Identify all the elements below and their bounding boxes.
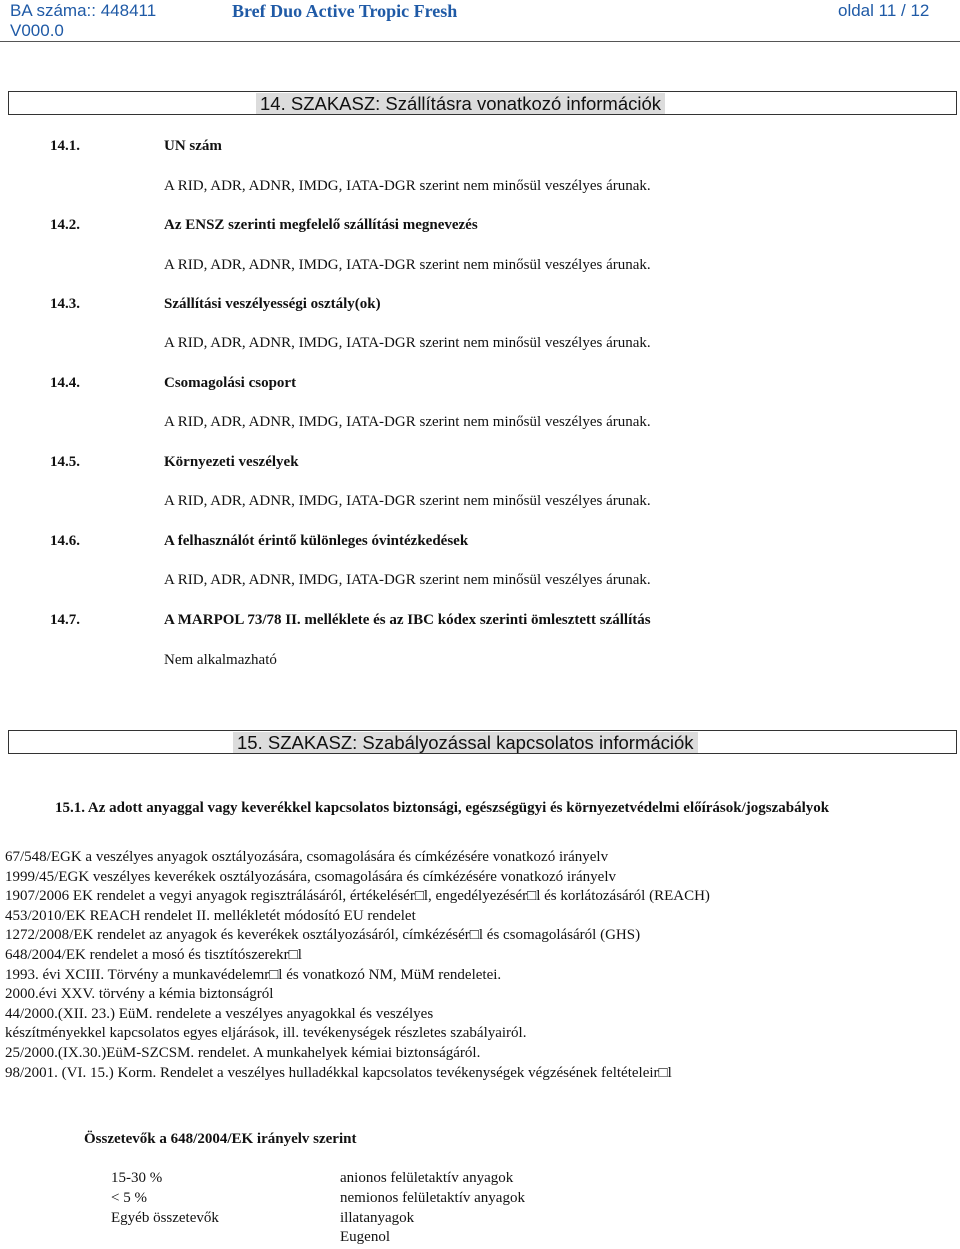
item-value: A RID, ADR, ADNR, IMDG, IATA-DGR szerint nem minősül veszélyes árunak. (164, 178, 651, 194)
item-value: A RID, ADR, ADNR, IMDG, IATA-DGR szerint nem minősül veszélyes árunak. (164, 257, 651, 273)
item-value: Nem alkalmazható (164, 652, 277, 668)
ingredient-amount: Egyéb összetevők (111, 1210, 219, 1226)
ingredient-name: Eugenol (340, 1229, 390, 1245)
item-value: A RID, ADR, ADNR, IMDG, IATA-DGR szerint nem minősül veszélyes árunak. (164, 335, 651, 351)
product-name: Bref Duo Active Tropic Fresh (232, 1, 458, 21)
list-item: 648/2004/EK rendelet a mosó és tisztítószerekr□l (5, 946, 302, 963)
page-number: oldal 11 / 12 (838, 1, 930, 20)
section-15-bar (8, 730, 957, 754)
item-value: A RID, ADR, ADNR, IMDG, IATA-DGR szerint nem minősül veszélyes árunak. (164, 493, 651, 509)
item-number: 14.6. (50, 533, 80, 549)
list-item: 1272/2008/EK rendelet az anyagok és keverékek osztályozásáról, címkézésér□l és csomagolásáról (GHS) (5, 927, 641, 944)
section-14-title: 14. SZAKASZ: Szállításra vonatkozó információk (256, 93, 665, 114)
item-heading: A MARPOL 73/78 II. melléklete és az IBC kódex szerinti ömlesztett szállítás (164, 612, 651, 628)
section-15-title: 15. SZAKASZ: Szabályozással kapcsolatos információk (233, 732, 698, 753)
item-number: 14.1. (50, 138, 80, 154)
item-number: 14.4. (50, 375, 80, 391)
ingredient-name: illatanyagok (340, 1210, 415, 1226)
list-item: 1907/2006 EK rendelet a vegyi anyagok regisztrálásáról, értékelésér□l, engedélyezésér□l és korlátozásáról (REACH) (5, 888, 710, 905)
item-value: A RID, ADR, ADNR, IMDG, IATA-DGR szerint nem minősül veszélyes árunak. (164, 414, 651, 430)
header-divider (0, 41, 960, 42)
item-value: A RID, ADR, ADNR, IMDG, IATA-DGR szerint nem minősül veszélyes árunak. (164, 572, 651, 588)
list-item: 25/2000.(IX.30.)EüM-SZCSM. rendelet. A munkahelyek kémiai biztonságáról. (5, 1044, 481, 1061)
item-heading: A felhasználót érintő különleges óvintézkedések (164, 533, 469, 549)
document-number: BA száma:: 448411 (10, 1, 157, 20)
item-heading: Környezeti veszélyek (164, 454, 299, 470)
item-heading: Csomagolási csoport (164, 375, 297, 391)
item-number: 14.3. (50, 296, 80, 312)
section-15-1-heading: 15.1. Az adott anyaggal vagy keverékkel kapcsolatos biztonsági, egészségügyi és környezetvédelmi előírások/jogszabályok (55, 800, 830, 816)
regulation-list (5, 848, 710, 1083)
list-item: 1993. évi XCIII. Törvény a munkavédelemr□l és vonatkozó NM, MüM rendeletei. (5, 966, 502, 983)
item-number: 14.2. (50, 217, 80, 233)
list-item: 2000.évi XXV. törvény a kémia biztonságról (5, 986, 274, 1003)
list-item: 453/2010/EK REACH rendelet II. mellékletét módosító EU rendelet (5, 907, 416, 924)
ingredient-name: nemionos felületaktív anyagok (340, 1190, 525, 1206)
item-heading: UN szám (164, 138, 222, 154)
list-item: 98/2001. (VI. 15.) Korm. Rendelet a veszélyes hulladékkal kapcsolatos tevékenységek végzésének feltételeir□l (5, 1064, 672, 1081)
item-number: 14.5. (50, 454, 80, 470)
section-14-bar (8, 91, 957, 115)
list-item: 67/548/EGK a veszélyes anyagok osztályozására, csomagolására és címkézésére vonatkozó irányelv (5, 849, 609, 865)
list-item: 44/2000.(XII. 23.) EüM. rendelete a veszélyes anyagokkal és veszélyes (5, 1005, 434, 1022)
ingredient-amount: < 5 % (111, 1190, 147, 1206)
item-heading: Az ENSZ szerinti megfelelő szállítási megnevezés (164, 217, 478, 233)
ingredients-heading: Összetevők a 648/2004/EK irányelv szerint (84, 1131, 357, 1147)
version-label: V000.0 (10, 21, 64, 40)
ingredient-name: anionos felületaktív anyagok (340, 1170, 514, 1186)
list-item: készítményekkel kapcsolatos egyes eljárások, ill. tevékenységek részletes szabályairól. (5, 1025, 527, 1042)
item-heading: Szállítási veszélyességi osztály(ok) (164, 296, 381, 312)
item-number: 14.7. (50, 612, 80, 628)
ingredient-amount: 15-30 % (111, 1170, 163, 1186)
list-item: 1999/45/EGK veszélyes keverékek osztályozására, csomagolására és címkézésére vonatkozó irányelv (5, 868, 616, 885)
